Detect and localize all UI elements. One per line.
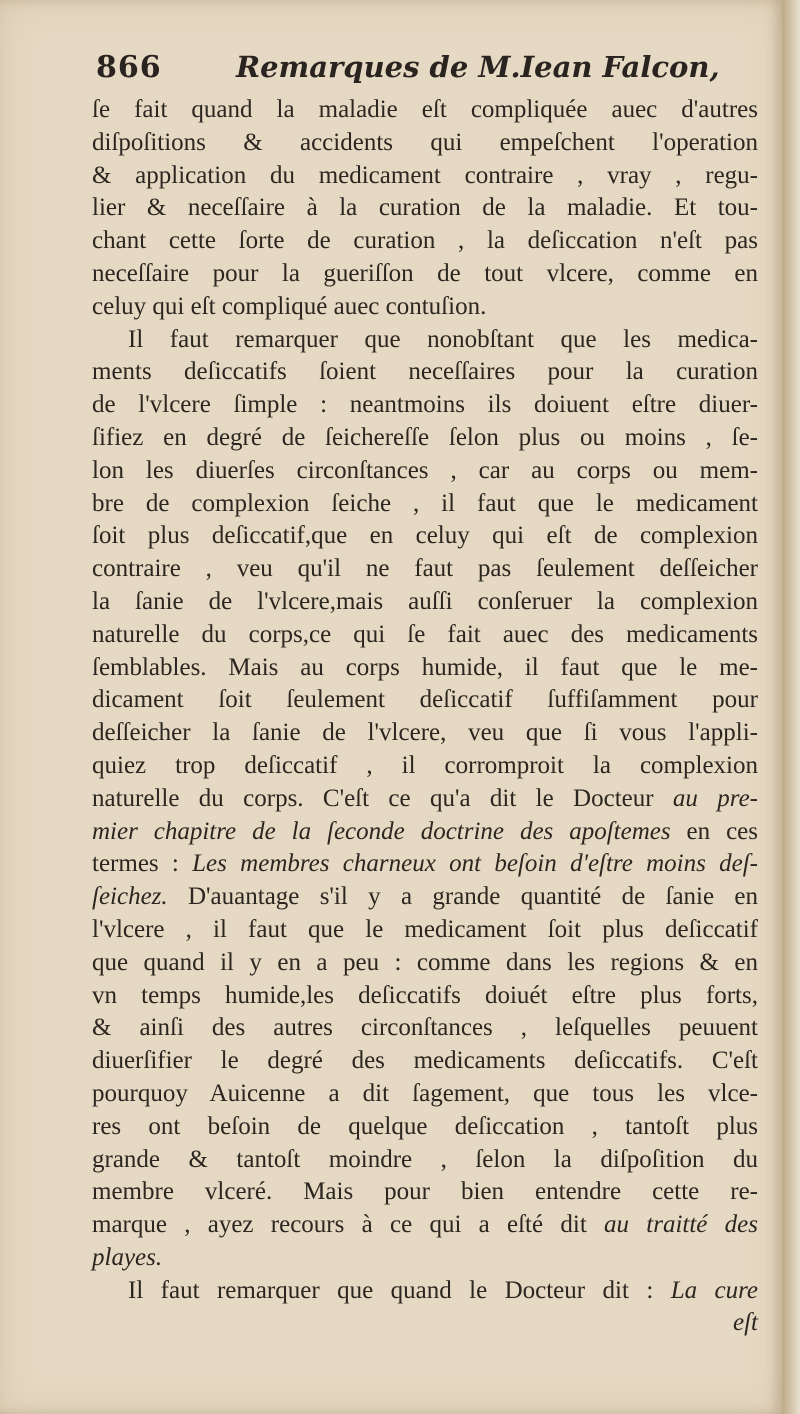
text-line: neceſſaire pour la gueriſſon de tout vlcere, comme en <box>92 259 758 287</box>
text-line: bre de complexion ſeiche , il faut que le medicament <box>92 489 758 517</box>
text-line: lon les diuerſes circonſtances , car au corps ou mem- <box>92 456 758 484</box>
text-line: pourquoy Auicenne a dit ſagement, que tous les vlce- <box>92 1079 758 1107</box>
text-line: que quand il y en a peu : comme dans les regions & en <box>92 948 758 976</box>
text-italic: mier chapitre de la ſeconde doctrine des apoſtemes <box>92 817 671 845</box>
text-line: diſpoſitions & accidents qui empeſchent l'operation <box>92 128 758 156</box>
text-roman: en ces <box>670 817 758 845</box>
text-line: de l'vlcere ſimple : neantmoins ils doiuent eſtre diuer- <box>92 391 758 419</box>
text-italic: ſeichez. <box>92 883 168 911</box>
page-number: 866 <box>96 50 162 85</box>
text-line: celuy qui eſt compliqué auec contuſion. <box>92 292 487 320</box>
text-line: grande & tantoſt moindre , ſelon la diſpoſition du <box>92 1145 758 1173</box>
text-line: deſſeicher la ſanie de l'vlcere, veu que ſi vous l'appli- <box>92 719 758 747</box>
text-line: dicament ſoit ſeulement deſiccatif ſuffiſamment pour <box>92 686 758 714</box>
running-head: Remarques de M.Iean Falcon, <box>236 50 720 84</box>
text-line: res ont beſoin de quelque deſiccation , tantoſt plus <box>92 1112 758 1140</box>
text-italic: Les membres charneux ont beſoin d'eſtre moins deſ- <box>192 850 758 878</box>
body-text <box>92 94 758 1340</box>
text-italic: La cure <box>670 1276 759 1304</box>
text-line: lier & neceſſaire à la curation de la maladie. Et tou- <box>92 194 758 222</box>
text-line: ſoit plus deſiccatif,que en celuy qui eſt de complexion <box>92 522 758 550</box>
text-line: ſe fait quand la maladie eſt compliquée auec d'autres <box>92 96 758 123</box>
text-roman: Il faut remarquer que quand le Docteur dit : <box>128 1276 671 1304</box>
text-line: ſemblables. Mais au corps humide, il faut que le me- <box>92 653 758 681</box>
text-line: contraire , veu qu'il ne faut pas ſeulement deſſeicher <box>92 555 758 583</box>
text-line: naturelle du corps,ce qui ſe fait auec des medicaments <box>92 620 758 648</box>
text-line: chant cette ſorte de curation , la deſiccation n'eſt pas <box>92 227 758 255</box>
text-italic: au traitté des <box>604 1211 758 1239</box>
text-roman: naturelle du corps. C'eſt ce qu'a dit le Docteur <box>92 784 673 812</box>
text-roman: termes : <box>92 850 193 878</box>
book-gutter <box>782 0 800 1414</box>
page-header <box>96 50 756 92</box>
text-line <box>92 816 758 849</box>
text-line: membre vlceré. Mais pour bien entendre cette re- <box>92 1178 758 1206</box>
text-line: & application du medicament contraire , vray , regu- <box>92 161 758 189</box>
text-line: diuerſifier le degré des medicaments deſiccatifs. C'eſt <box>92 1047 758 1075</box>
text-line: quiez trop deſiccatif , il corromproit la complexion <box>92 751 758 779</box>
text-line: & ainſi des autres circonſtances , leſquelles peuuent <box>92 1014 758 1042</box>
text-line <box>92 848 758 881</box>
text-line <box>92 881 758 914</box>
text-line: la ſanie de l'vlcere,mais auſſi conſeruer la complexion <box>92 587 758 615</box>
paragraph-start-line: Il faut remarquer que nonobſtant que les medica- <box>128 325 758 353</box>
text-line: vn temps humide,les deſiccatifs doiuét eſtre plus forts, <box>92 981 758 1009</box>
catchword: eſt <box>733 1309 758 1337</box>
text-line: playes. <box>92 1243 163 1271</box>
text-line <box>92 1209 758 1242</box>
text-roman: marque , ayez recours à ce qui a eſté dit <box>92 1211 605 1239</box>
text-line: l'vlcere , il faut que le medicament ſoit plus deſiccatif <box>92 915 758 943</box>
text-line <box>92 783 758 816</box>
paragraph-start-line <box>92 1275 758 1308</box>
text-roman: D'auantage s'il y a grande quantité de ſanie en <box>167 883 758 911</box>
text-line: ments deſiccatifs ſoient neceſſaires pour la curation <box>92 358 758 386</box>
text-line: ſifiez en degré de ſeichereſſe ſelon plus ou moins , ſe- <box>92 423 758 451</box>
text-italic: au pre- <box>672 784 758 812</box>
